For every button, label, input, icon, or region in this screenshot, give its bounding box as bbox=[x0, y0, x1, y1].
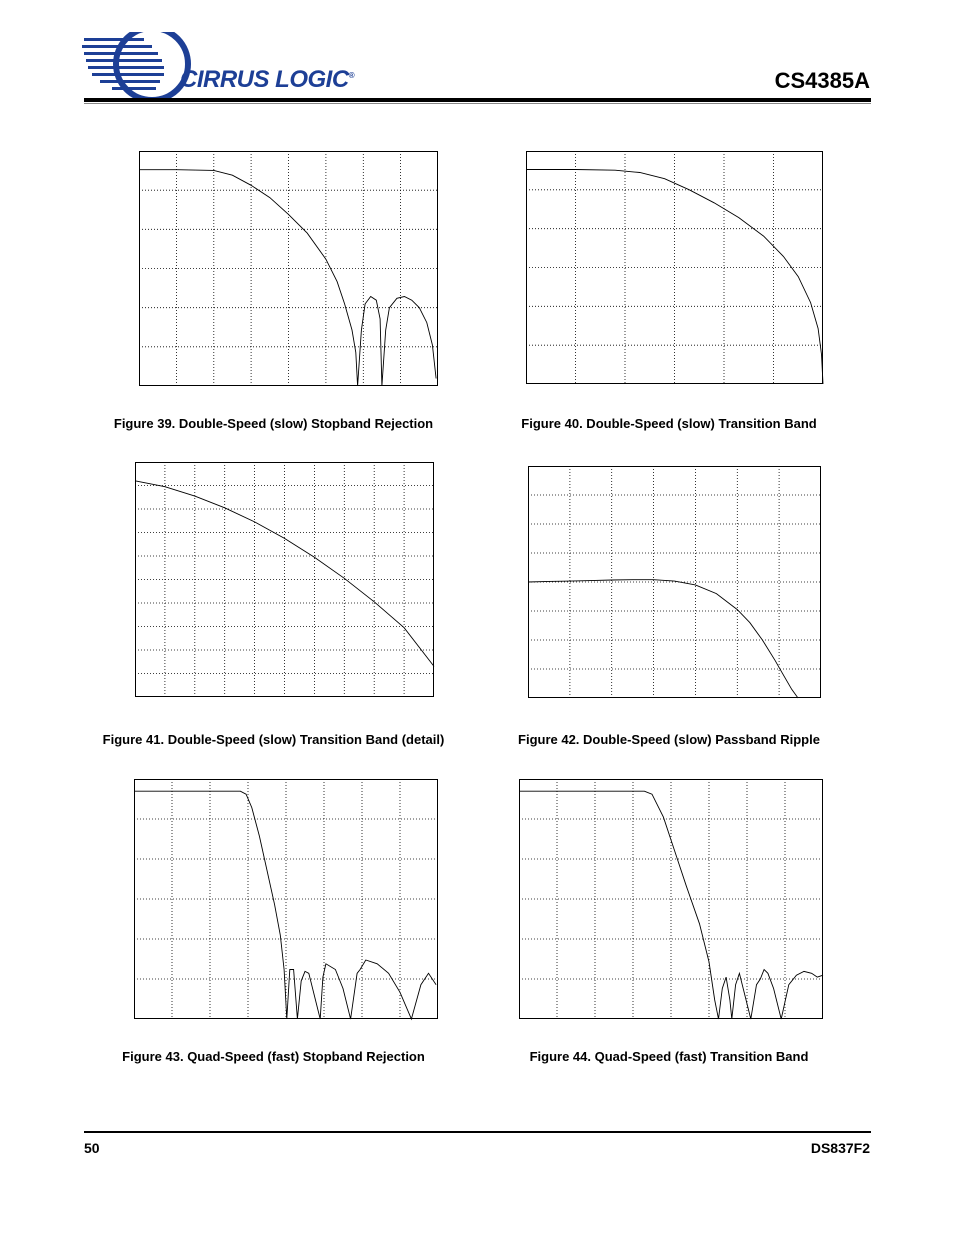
document-title: CS4385A bbox=[774, 68, 870, 93]
chart-svg bbox=[519, 779, 823, 1019]
chart-svg bbox=[139, 151, 438, 386]
chart-svg bbox=[134, 779, 438, 1019]
response-curve bbox=[528, 580, 798, 698]
figure-39-plot bbox=[139, 151, 438, 386]
figure-44-plot bbox=[519, 779, 823, 1019]
cirrus-logic-logo bbox=[82, 32, 362, 98]
response-curve bbox=[139, 170, 436, 386]
chart-svg bbox=[526, 151, 823, 384]
response-curve bbox=[134, 791, 436, 1019]
figure-40-caption: Figure 40. Double-Speed (slow) Transition Band bbox=[521, 416, 817, 431]
chart-svg bbox=[528, 466, 821, 698]
figure-40-plot bbox=[526, 151, 823, 384]
page-number: 50 bbox=[84, 1140, 100, 1156]
figure-44-caption: Figure 44. Quad-Speed (fast) Transition Band bbox=[529, 1049, 809, 1064]
chart-svg bbox=[135, 462, 434, 697]
figure-39-caption: Figure 39. Double-Speed (slow) Stopband Rejection bbox=[113, 416, 434, 431]
figure-43-caption: Figure 43. Quad-Speed (fast) Stopband Rejection bbox=[122, 1049, 425, 1064]
response-curve bbox=[526, 170, 823, 385]
header-rule-thin bbox=[84, 103, 871, 104]
brand-text: CIRRUS LOGIC bbox=[180, 66, 349, 93]
brand-registered-mark: ® bbox=[348, 71, 355, 80]
figure-41-caption: Figure 41. Double-Speed (slow) Transition Band (detail) bbox=[102, 732, 445, 747]
figure-41-plot bbox=[135, 462, 434, 697]
footer-rule bbox=[84, 1131, 871, 1133]
document-id: DS837F2 bbox=[810, 1140, 870, 1156]
figure-42-plot bbox=[528, 466, 821, 698]
brand-name bbox=[180, 66, 354, 94]
figure-42-caption: Figure 42. Double-Speed (slow) Passband Ripple bbox=[518, 732, 820, 747]
figure-43-plot bbox=[134, 779, 438, 1019]
header-rule bbox=[84, 98, 871, 102]
